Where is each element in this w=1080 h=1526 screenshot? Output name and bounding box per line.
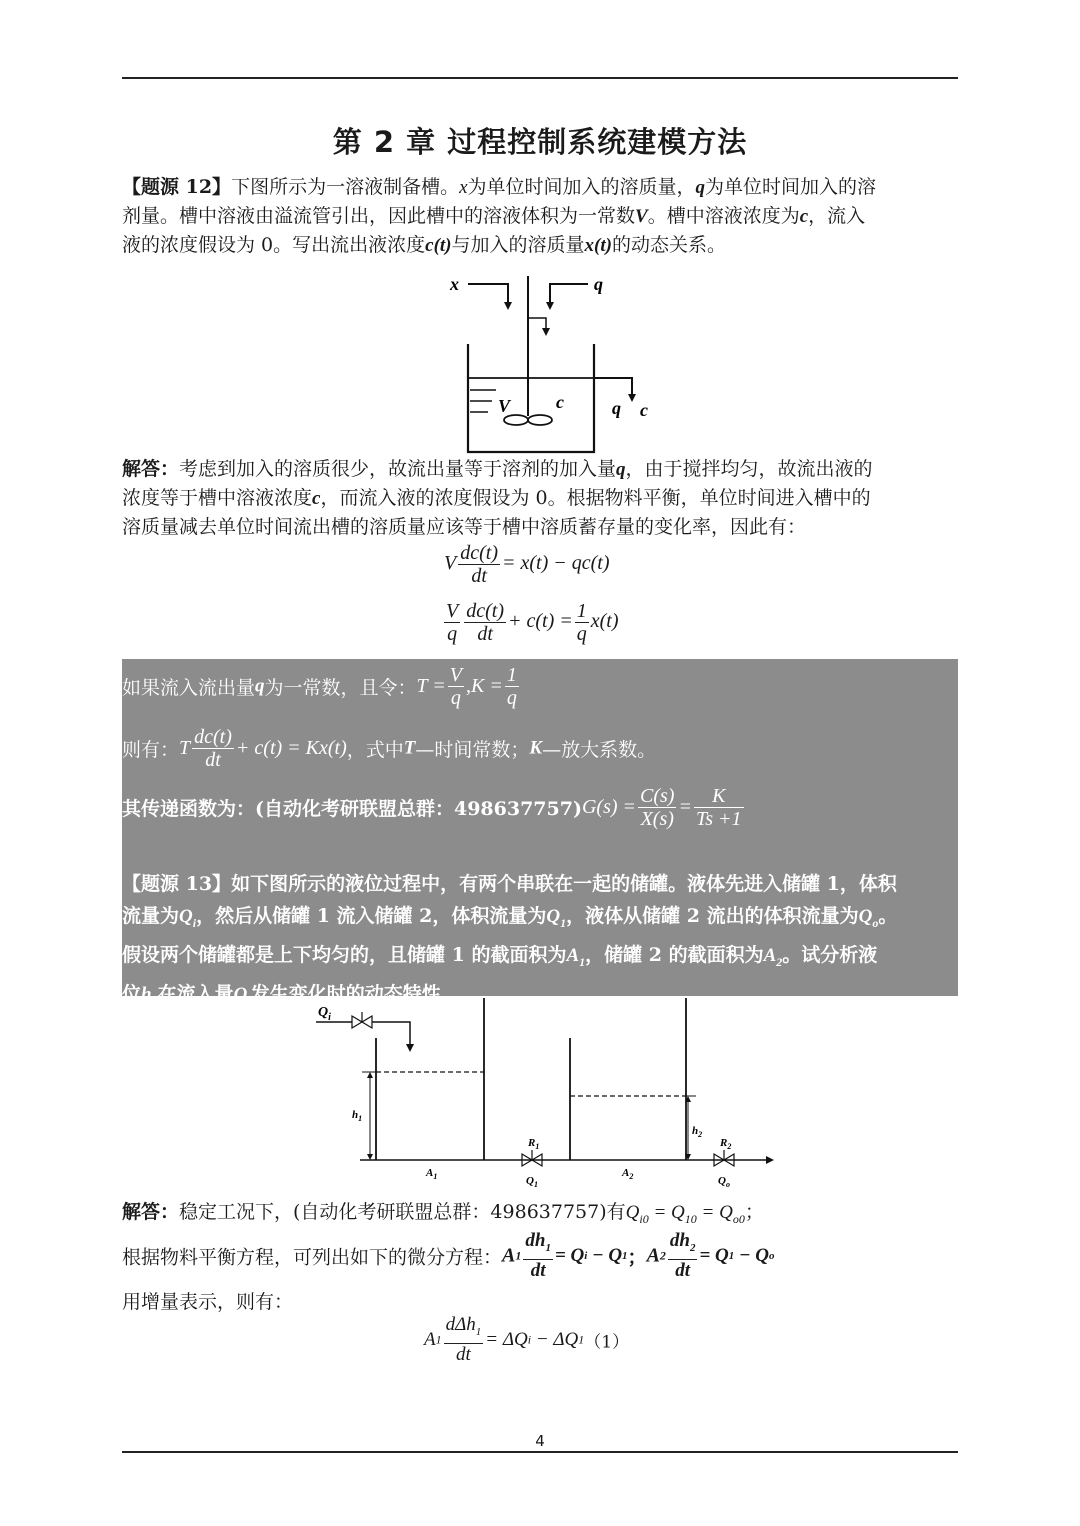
- a13-l2-a: 根据物料平衡方程，可列出如下的微分方程：: [122, 1246, 503, 1269]
- fig2-R1: $R_1$: [528, 1137, 540, 1151]
- fig1-q-inlet: [550, 284, 588, 306]
- p13-l3-a: 假设两个储罐都是上下均匀的，且储罐 1 的截面积为: [122, 943, 567, 966]
- a13-A2: A: [646, 1244, 660, 1267]
- band-l2-a: 则有：: [122, 739, 180, 761]
- eq-inc-rhs-1: 1: [578, 1332, 585, 1347]
- a13-Qo0: = Q: [696, 1202, 733, 1223]
- p13-l2-a: 流量为: [122, 905, 180, 927]
- fig1-impeller-right: [528, 415, 552, 425]
- eq2-fraction: [464, 600, 506, 645]
- fig1-q-arrow: [546, 302, 554, 310]
- eq-inc-A: A: [424, 1328, 436, 1350]
- a13-rhs2-1: 1: [728, 1249, 735, 1262]
- eq2-1q: [575, 600, 589, 645]
- band-Gs: G(s) =: [581, 796, 637, 818]
- answer-13-line-2: [122, 1230, 775, 1282]
- band-K-bold: K: [529, 737, 543, 759]
- band-1q: [505, 664, 519, 709]
- two-tank-figure: [300, 996, 780, 1190]
- p13-l3-c: 。试分析液: [782, 943, 878, 966]
- p13-Qi2-sub: i: [247, 993, 251, 1008]
- a13-A1-sub: 1: [515, 1248, 522, 1263]
- footer-rule: [122, 1451, 958, 1453]
- p13-Qi2: Q: [233, 983, 248, 1005]
- p13-A2-sub: 2: [776, 954, 783, 969]
- band-q3: q: [506, 687, 517, 709]
- fig1-label-V: V: [498, 396, 511, 416]
- p13-l2-d: 。: [878, 905, 898, 927]
- band-Cs: C(s): [640, 785, 675, 807]
- var-c: c: [799, 206, 809, 227]
- problem-13-tag: 【题源 13】: [122, 873, 232, 895]
- problem-13-text: [122, 868, 960, 1016]
- band-line-2: [122, 726, 656, 771]
- band-line-3: [122, 785, 746, 830]
- band-l2-rhs: + c(t) = Kx(t): [235, 737, 347, 759]
- fig1-label-c-out: c: [640, 400, 648, 420]
- eq2-Vq-num: V: [446, 600, 459, 622]
- a13-Qi0: Q: [625, 1202, 640, 1223]
- fig2-inlet-valve-a: [352, 1016, 362, 1028]
- band-K-fraction: [694, 785, 744, 830]
- var-x: x: [459, 177, 468, 198]
- a13-rhs1-m: − Q: [587, 1244, 623, 1266]
- a13-Qi0-sub: i0: [639, 1211, 649, 1226]
- fig1-overflow-arrow: [628, 394, 636, 402]
- p13-Qo: Q: [858, 906, 873, 927]
- band-Ts1: Ts +1: [695, 808, 742, 830]
- a13-dh1-sub: 1: [545, 1241, 551, 1254]
- a13-dh2: dh: [669, 1230, 690, 1251]
- fig1-tank-wall: [468, 344, 594, 452]
- p13-l4-c: 发生变化时的动态特性。: [250, 982, 460, 1005]
- eq-inc-rhs-m: − ΔQ: [531, 1328, 579, 1350]
- answer-13-line-3: 用增量表示，则有：: [122, 1291, 294, 1313]
- p13-Qi: Q: [179, 906, 193, 927]
- eq2-Vq: [444, 600, 460, 645]
- p12-line2-a: 剂量。槽中溶液由溢流管引出，因此槽中的溶液体积为一常数: [122, 205, 636, 227]
- eq-inc-fraction: [444, 1314, 484, 1366]
- tank-figure: [400, 268, 690, 458]
- band-l1-b: 为一常数，且令：: [264, 677, 417, 699]
- band-l2-den: dt: [205, 749, 221, 771]
- problem-12-text: [122, 173, 960, 260]
- a13-dh1-fraction: [523, 1230, 553, 1282]
- problem-12-tag: 【题源 12】: [122, 176, 232, 198]
- var-V: V: [635, 206, 648, 227]
- p13-A2: A: [763, 944, 777, 966]
- band-Vq: [448, 664, 464, 709]
- a13-Qo0-sub: o0: [732, 1211, 745, 1226]
- band-l1-a: 如果流入流出量: [122, 677, 256, 699]
- fig1-label-x: x: [450, 274, 459, 294]
- fig1-overflow-pipe: [594, 378, 632, 398]
- a13-rhs2-m: − Q: [734, 1244, 770, 1266]
- p13-l1: 如下图所示的液位过程中，有两个串联在一起的储罐。液体先进入储罐 1，体积: [231, 873, 897, 895]
- a13-dh2-sub: 2: [689, 1241, 696, 1254]
- band-K: K: [694, 785, 744, 808]
- a13-dt2: dt: [675, 1259, 691, 1281]
- a13-l1-end: ；: [744, 1201, 764, 1223]
- answer-12-text: [122, 455, 960, 541]
- eq-inc-rhs: = ΔQ: [485, 1328, 528, 1350]
- p13-h2: h: [141, 983, 152, 1005]
- p13-Q1: Q: [546, 906, 561, 927]
- eq1-num: dc(t): [460, 542, 498, 564]
- fig2-inlet-arrow: [406, 1044, 414, 1052]
- equation-2: [442, 600, 619, 645]
- eq2-q: q: [576, 623, 587, 645]
- fig2-h1-arrow-bottom: [367, 1154, 373, 1160]
- p13-h2-sub: 2: [151, 993, 158, 1008]
- fig2-outlet-arrow: [766, 1156, 774, 1164]
- fig2-h1-arrow-top: [367, 1072, 373, 1078]
- eq2-num: dc(t): [466, 600, 504, 622]
- p13-Qo-sub: o: [872, 915, 879, 930]
- fig1-x-arrow: [504, 302, 512, 310]
- band-l2-T: T: [179, 737, 191, 759]
- p13-l4-b: 在流入量: [157, 982, 234, 1005]
- answer-12-label: 解答：: [122, 458, 180, 480]
- a13-sep: ；: [627, 1246, 647, 1269]
- a13-rhs1-i: i: [584, 1249, 588, 1262]
- var-xt: x(t): [584, 235, 612, 256]
- fig2-inlet-pipe-b: [372, 1022, 410, 1048]
- eq1-rhs: = x(t) − qc(t): [501, 552, 610, 575]
- a13-A1: A: [502, 1244, 516, 1267]
- a13-dt1: dt: [530, 1259, 546, 1281]
- fig1-label-q-top: q: [594, 274, 603, 294]
- equation-1: [444, 542, 609, 587]
- p13-A1-sub: 1: [579, 954, 586, 969]
- fig2-h2: $h_2$: [692, 1125, 703, 1139]
- a12-l2-b: ，而流入液的浓度假设为 0。根据物料平衡，单位时间进入槽中的: [320, 487, 871, 509]
- band-CX-fraction: [638, 785, 676, 830]
- p12-line3-c: 的动态关系。: [611, 234, 726, 256]
- a12-var-q: q: [616, 459, 626, 480]
- p12-line3-b: 与加入的溶质量: [451, 234, 585, 256]
- a13-rhs2: = Q: [699, 1244, 729, 1266]
- answer-13-line-1: [122, 1197, 764, 1227]
- band-l2-fraction: [192, 726, 234, 771]
- a12-l3: 溶质量减去单位时间流出槽的溶质量应该等于槽中溶质蓄存量的变化率，因此有：: [122, 516, 807, 538]
- a12-l1-b: ，由于搅拌均匀，故流出液的: [625, 458, 873, 480]
- eq-inc-tag: （1）: [584, 1332, 630, 1353]
- fig2-A2: $A_2$: [622, 1167, 634, 1181]
- p12-line1-b: 为单位时间加入的溶质量，: [467, 176, 696, 198]
- band-q2: q: [450, 687, 461, 709]
- equation-increment: [424, 1314, 629, 1366]
- a12-var-c: c: [312, 488, 321, 509]
- page-number: 4: [535, 1432, 545, 1450]
- p13-l3-b: ，储罐 2 的截面积为: [585, 943, 764, 966]
- band-eqs: =: [678, 796, 692, 818]
- fig1-label-c-in: c: [556, 392, 564, 412]
- header-rule: [122, 77, 958, 79]
- fig2-Q1: $Q_1$: [526, 1175, 538, 1189]
- p13-l2-b: ，然后从储罐 1 流入储罐 2，体积流量为: [196, 905, 547, 927]
- eq2-one: 1: [576, 600, 587, 622]
- fig2-Qi: $Q_i$: [318, 1005, 331, 1023]
- a12-l2-a: 浓度等于槽中溶液浓度: [122, 487, 313, 509]
- a13-dh2-fraction: [668, 1230, 698, 1282]
- p12-line2-b: 。槽中溶液浓度为: [647, 205, 800, 227]
- fig1-feed-arrow: [542, 328, 550, 336]
- fig2-A1: $A_1$: [426, 1167, 438, 1181]
- eq1-V: V: [444, 552, 457, 575]
- p13-l4-a: 位: [122, 982, 142, 1005]
- p12-line3-a: 液的浓度假设为 0。写出流出液浓度: [122, 234, 426, 256]
- band-K-eq: ,K =: [466, 675, 503, 697]
- fig2-Qo: $Q_o$: [718, 1175, 730, 1189]
- chapter-title: 第 2 章 过程控制系统建模方法: [332, 125, 748, 159]
- fig2-R2: $R_2$: [720, 1137, 732, 1151]
- eq-inc-den: dt: [456, 1343, 471, 1365]
- a12-l1-a: 考虑到加入的溶质很少，故流出量等于溶剂的加入量: [179, 458, 617, 480]
- p13-Q1-sub: 1: [560, 915, 567, 930]
- a13-rhs1-1: 1: [622, 1249, 628, 1262]
- band-l3-a: 其传递函数为：(自动化考研联盟总群：498637757): [122, 798, 582, 820]
- eq-inc-rhs-i: i: [527, 1332, 532, 1347]
- eq2-mid: + c(t) =: [507, 610, 573, 633]
- band-var-q: q: [255, 675, 265, 697]
- p13-l2-c: ，液体从储罐 2 流出的体积流量为: [566, 905, 859, 927]
- p12-line1-a: 下图所示为一溶液制备槽。: [231, 176, 460, 198]
- fig2-inlet-valve-b: [362, 1016, 372, 1028]
- answer-13-label: 解答：: [122, 1201, 180, 1223]
- eq-inc-num-sub: 1: [475, 1325, 482, 1338]
- fig1-impeller-left: [504, 415, 528, 425]
- a13-dh1: dh: [525, 1230, 546, 1251]
- var-q: q: [695, 177, 706, 198]
- band-l2-num: dc(t): [194, 726, 232, 748]
- band-Xs: X(s): [640, 808, 674, 830]
- fig2-h1: $h_1$: [352, 1109, 363, 1123]
- fig1-label-q-out: q: [612, 398, 621, 418]
- p13-Qi-sub: i: [192, 915, 197, 930]
- var-ct: c(t): [425, 235, 452, 256]
- p12-line2-c: ，流入: [808, 205, 866, 227]
- eq2-Vq-den: q: [447, 623, 458, 645]
- band-l2-c: —时间常数；: [415, 739, 530, 761]
- a13-l1-a: 稳定工况下，(自动化考研联盟总群：498637757)有: [179, 1201, 626, 1223]
- band-line-1: [122, 664, 521, 709]
- a13-A2-sub: 2: [659, 1248, 666, 1263]
- eq1-den: dt: [471, 565, 487, 587]
- band-T-bold: T: [403, 737, 416, 759]
- fig1-x-inlet: [468, 284, 508, 306]
- p12-line1-c: 为单位时间加入的溶: [705, 176, 877, 198]
- band-T-eq: T =: [416, 675, 446, 697]
- p13-A1: A: [566, 944, 580, 966]
- band-l2-b: ，式中: [346, 739, 404, 761]
- a13-rhs2-o: o: [769, 1249, 775, 1262]
- eq2-den: dt: [477, 623, 493, 645]
- a13-Q10: = Q: [648, 1202, 685, 1223]
- eq1-fraction: [458, 542, 500, 587]
- band-V: V: [449, 664, 463, 686]
- eq2-rhs: x(t): [590, 610, 619, 633]
- a13-rhs1: = Q: [554, 1244, 585, 1266]
- eq-inc-num: dΔh: [445, 1314, 476, 1335]
- a13-Q10-sub: 10: [684, 1211, 697, 1226]
- band-l2-d: —放大系数。: [542, 739, 657, 761]
- eq-inc-A-sub: 1: [435, 1332, 442, 1347]
- band-one: 1: [506, 664, 517, 686]
